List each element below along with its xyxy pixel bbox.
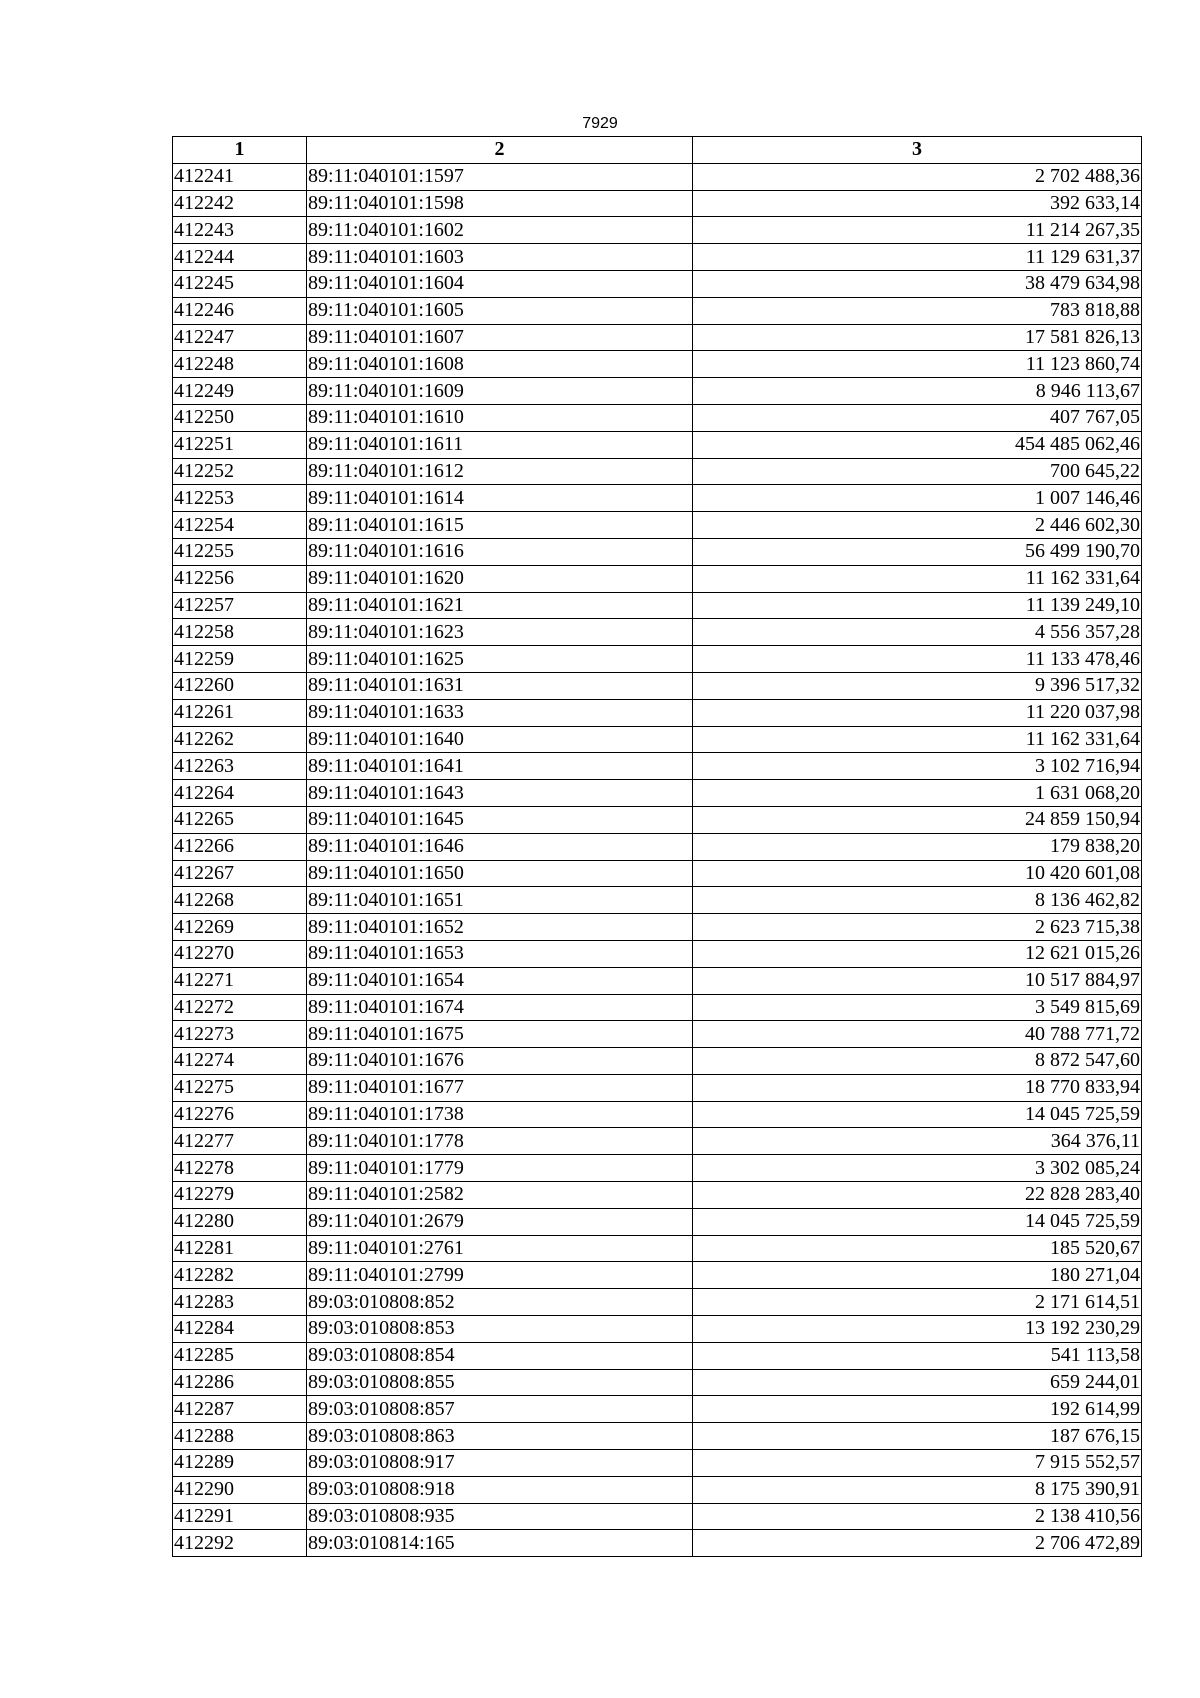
- row-number-cell: 412282: [173, 1262, 307, 1289]
- cadastral-number-cell: 89:11:040101:1597: [307, 163, 693, 190]
- page-number: 7929: [582, 115, 618, 132]
- cadastral-number-cell: 89:11:040101:1611: [307, 431, 693, 458]
- table-row: [173, 1342, 1142, 1369]
- table-row: [173, 1101, 1142, 1128]
- row-number-cell: 412245: [173, 270, 307, 297]
- table-row: [173, 1021, 1142, 1048]
- cadastral-number-cell: 89:11:040101:2799: [307, 1262, 693, 1289]
- row-number-cell: 412262: [173, 726, 307, 753]
- value-cell: 3 102 716,94: [693, 753, 1142, 780]
- table-row: [173, 726, 1142, 753]
- table-row: [173, 512, 1142, 539]
- table-row: [173, 914, 1142, 941]
- cadastral-number-cell: 89:03:010808:855: [307, 1369, 693, 1396]
- value-cell: 10 517 884,97: [693, 967, 1142, 994]
- cadastral-number-cell: 89:03:010814:165: [307, 1530, 693, 1557]
- row-number-cell: 412268: [173, 887, 307, 914]
- value-cell: 24 859 150,94: [693, 806, 1142, 833]
- cadastral-number-cell: 89:11:040101:1610: [307, 404, 693, 431]
- row-number-cell: 412254: [173, 512, 307, 539]
- cadastral-number-cell: 89:03:010808:917: [307, 1450, 693, 1477]
- value-cell: 2 138 410,56: [693, 1503, 1142, 1530]
- row-number-cell: 412257: [173, 592, 307, 619]
- value-cell: 56 499 190,70: [693, 538, 1142, 565]
- row-number-cell: 412260: [173, 672, 307, 699]
- cadastral-number-cell: 89:11:040101:2679: [307, 1208, 693, 1235]
- table-header: [173, 137, 1142, 164]
- row-number-cell: 412253: [173, 485, 307, 512]
- table-row: [173, 404, 1142, 431]
- table-row: [173, 806, 1142, 833]
- row-number-cell: 412243: [173, 217, 307, 244]
- table-row: [173, 1074, 1142, 1101]
- table-row: [173, 967, 1142, 994]
- value-cell: 659 244,01: [693, 1369, 1142, 1396]
- table-row: [173, 1155, 1142, 1182]
- row-number-cell: 412267: [173, 860, 307, 887]
- cadastral-number-cell: 89:11:040101:1607: [307, 324, 693, 351]
- cadastral-number-cell: 89:03:010808:853: [307, 1316, 693, 1343]
- cadastral-number-cell: 89:11:040101:1675: [307, 1021, 693, 1048]
- row-number-cell: 412275: [173, 1074, 307, 1101]
- column-header-2: 2: [307, 137, 693, 164]
- table-row: [173, 163, 1142, 190]
- table-row: [173, 1128, 1142, 1155]
- table-row: [173, 351, 1142, 378]
- row-number-cell: 412252: [173, 458, 307, 485]
- cadastral-number-cell: 89:11:040101:1653: [307, 940, 693, 967]
- value-cell: 11 133 478,46: [693, 646, 1142, 673]
- cadastral-number-cell: 89:11:040101:1646: [307, 833, 693, 860]
- value-cell: 11 162 331,64: [693, 565, 1142, 592]
- table-row: [173, 699, 1142, 726]
- table-row: [173, 324, 1142, 351]
- column-header-3: 3: [693, 137, 1142, 164]
- cadastral-number-cell: 89:03:010808:854: [307, 1342, 693, 1369]
- value-cell: 179 838,20: [693, 833, 1142, 860]
- cadastral-number-cell: 89:11:040101:1640: [307, 726, 693, 753]
- row-number-cell: 412280: [173, 1208, 307, 1235]
- cadastral-number-cell: 89:11:040101:1633: [307, 699, 693, 726]
- cadastral-number-cell: 89:11:040101:1604: [307, 270, 693, 297]
- cadastral-number-cell: 89:11:040101:1609: [307, 378, 693, 405]
- value-cell: 18 770 833,94: [693, 1074, 1142, 1101]
- value-cell: 11 220 037,98: [693, 699, 1142, 726]
- value-cell: 8 946 113,67: [693, 378, 1142, 405]
- cadastral-number-cell: 89:11:040101:1623: [307, 619, 693, 646]
- row-number-cell: 412285: [173, 1342, 307, 1369]
- cadastral-number-cell: 89:11:040101:1615: [307, 512, 693, 539]
- value-cell: 1 631 068,20: [693, 780, 1142, 807]
- row-number-cell: 412284: [173, 1316, 307, 1343]
- row-number-cell: 412270: [173, 940, 307, 967]
- row-number-cell: 412274: [173, 1048, 307, 1075]
- cadastral-number-cell: 89:11:040101:1651: [307, 887, 693, 914]
- row-number-cell: 412288: [173, 1423, 307, 1450]
- table-row: [173, 190, 1142, 217]
- row-number-cell: 412291: [173, 1503, 307, 1530]
- value-cell: 407 767,05: [693, 404, 1142, 431]
- cadastral-number-cell: 89:11:040101:1598: [307, 190, 693, 217]
- value-cell: 364 376,11: [693, 1128, 1142, 1155]
- cadastral-number-cell: 89:11:040101:1674: [307, 994, 693, 1021]
- row-number-cell: 412269: [173, 914, 307, 941]
- row-number-cell: 412258: [173, 619, 307, 646]
- cadastral-number-cell: 89:11:040101:1603: [307, 244, 693, 271]
- cadastral-number-cell: 89:11:040101:2582: [307, 1182, 693, 1209]
- table-row: [173, 1476, 1142, 1503]
- table-row: [173, 780, 1142, 807]
- table-row: [173, 1316, 1142, 1343]
- value-cell: 2 171 614,51: [693, 1289, 1142, 1316]
- value-cell: 2 706 472,89: [693, 1530, 1142, 1557]
- row-number-cell: 412259: [173, 646, 307, 673]
- value-cell: 8 175 390,91: [693, 1476, 1142, 1503]
- value-cell: 185 520,67: [693, 1235, 1142, 1262]
- value-cell: 3 549 815,69: [693, 994, 1142, 1021]
- value-cell: 783 818,88: [693, 297, 1142, 324]
- value-cell: 11 162 331,64: [693, 726, 1142, 753]
- table-row: [173, 297, 1142, 324]
- table-body: [173, 163, 1142, 1556]
- cadastral-number-cell: 89:11:040101:1631: [307, 672, 693, 699]
- table-row: [173, 458, 1142, 485]
- value-cell: 2 446 602,30: [693, 512, 1142, 539]
- value-cell: 13 192 230,29: [693, 1316, 1142, 1343]
- value-cell: 8 872 547,60: [693, 1048, 1142, 1075]
- table-row: [173, 1450, 1142, 1477]
- value-cell: 700 645,22: [693, 458, 1142, 485]
- table-row: [173, 244, 1142, 271]
- value-cell: 180 271,04: [693, 1262, 1142, 1289]
- table-row: [173, 378, 1142, 405]
- cadastral-number-cell: 89:03:010808:857: [307, 1396, 693, 1423]
- row-number-cell: 412250: [173, 404, 307, 431]
- value-cell: 14 045 725,59: [693, 1208, 1142, 1235]
- row-number-cell: 412247: [173, 324, 307, 351]
- table-row: [173, 1235, 1142, 1262]
- value-cell: 187 676,15: [693, 1423, 1142, 1450]
- value-cell: 541 113,58: [693, 1342, 1142, 1369]
- value-cell: 2 623 715,38: [693, 914, 1142, 941]
- row-number-cell: 412272: [173, 994, 307, 1021]
- value-cell: 454 485 062,46: [693, 431, 1142, 458]
- cadastral-number-cell: 89:11:040101:1605: [307, 297, 693, 324]
- row-number-cell: 412292: [173, 1530, 307, 1557]
- table-row: [173, 1208, 1142, 1235]
- row-number-cell: 412255: [173, 538, 307, 565]
- cadastral-number-cell: 89:03:010808:863: [307, 1423, 693, 1450]
- table-row: [173, 538, 1142, 565]
- table-row: [173, 1182, 1142, 1209]
- table-row: [173, 217, 1142, 244]
- row-number-cell: 412286: [173, 1369, 307, 1396]
- cadastral-number-cell: 89:11:040101:2761: [307, 1235, 693, 1262]
- table-row: [173, 940, 1142, 967]
- cadastral-number-cell: 89:11:040101:1643: [307, 780, 693, 807]
- table-row: [173, 753, 1142, 780]
- cadastral-number-cell: 89:11:040101:1625: [307, 646, 693, 673]
- table-row: [173, 994, 1142, 1021]
- value-cell: 11 139 249,10: [693, 592, 1142, 619]
- cadastral-number-cell: 89:11:040101:1677: [307, 1074, 693, 1101]
- value-cell: 17 581 826,13: [693, 324, 1142, 351]
- table-row: [173, 1396, 1142, 1423]
- row-number-cell: 412256: [173, 565, 307, 592]
- value-cell: 7 915 552,57: [693, 1450, 1142, 1477]
- value-cell: 192 614,99: [693, 1396, 1142, 1423]
- cadastral-number-cell: 89:11:040101:1738: [307, 1101, 693, 1128]
- value-cell: 10 420 601,08: [693, 860, 1142, 887]
- table-row: [173, 1503, 1142, 1530]
- table-row: [173, 833, 1142, 860]
- row-number-cell: 412279: [173, 1182, 307, 1209]
- value-cell: 3 302 085,24: [693, 1155, 1142, 1182]
- value-cell: 392 633,14: [693, 190, 1142, 217]
- table-row: [173, 565, 1142, 592]
- cadastral-number-cell: 89:03:010808:918: [307, 1476, 693, 1503]
- value-cell: 11 123 860,74: [693, 351, 1142, 378]
- table-row: [173, 1262, 1142, 1289]
- value-cell: 40 788 771,72: [693, 1021, 1142, 1048]
- cadastral-number-cell: 89:11:040101:1779: [307, 1155, 693, 1182]
- table-row: [173, 619, 1142, 646]
- table-row: [173, 1423, 1142, 1450]
- table-row: [173, 485, 1142, 512]
- value-cell: 11 214 267,35: [693, 217, 1142, 244]
- value-cell: 22 828 283,40: [693, 1182, 1142, 1209]
- table-row: [173, 860, 1142, 887]
- table-row: [173, 887, 1142, 914]
- row-number-cell: 412289: [173, 1450, 307, 1477]
- row-number-cell: 412249: [173, 378, 307, 405]
- value-cell: 8 136 462,82: [693, 887, 1142, 914]
- cadastral-number-cell: 89:11:040101:1612: [307, 458, 693, 485]
- header-row: [173, 137, 1142, 164]
- table-row: [173, 1048, 1142, 1075]
- cadastral-number-cell: 89:11:040101:1602: [307, 217, 693, 244]
- row-number-cell: 412277: [173, 1128, 307, 1155]
- row-number-cell: 412273: [173, 1021, 307, 1048]
- row-number-cell: 412242: [173, 190, 307, 217]
- row-number-cell: 412266: [173, 833, 307, 860]
- cadastral-number-cell: 89:11:040101:1645: [307, 806, 693, 833]
- cadastral-number-cell: 89:11:040101:1778: [307, 1128, 693, 1155]
- value-cell: 2 702 488,36: [693, 163, 1142, 190]
- cadastral-number-cell: 89:11:040101:1654: [307, 967, 693, 994]
- cadastral-number-cell: 89:11:040101:1650: [307, 860, 693, 887]
- cadastral-number-cell: 89:11:040101:1676: [307, 1048, 693, 1075]
- row-number-cell: 412278: [173, 1155, 307, 1182]
- value-cell: 38 479 634,98: [693, 270, 1142, 297]
- row-number-cell: 412248: [173, 351, 307, 378]
- value-cell: 1 007 146,46: [693, 485, 1142, 512]
- row-number-cell: 412241: [173, 163, 307, 190]
- row-number-cell: 412261: [173, 699, 307, 726]
- row-number-cell: 412246: [173, 297, 307, 324]
- cadastral-number-cell: 89:11:040101:1641: [307, 753, 693, 780]
- row-number-cell: 412276: [173, 1101, 307, 1128]
- value-cell: 14 045 725,59: [693, 1101, 1142, 1128]
- table-row: [173, 672, 1142, 699]
- value-cell: 12 621 015,26: [693, 940, 1142, 967]
- cadastral-number-cell: 89:11:040101:1652: [307, 914, 693, 941]
- cadastral-number-cell: 89:03:010808:935: [307, 1503, 693, 1530]
- table-row: [173, 431, 1142, 458]
- row-number-cell: 412290: [173, 1476, 307, 1503]
- row-number-cell: 412251: [173, 431, 307, 458]
- cadastral-number-cell: 89:03:010808:852: [307, 1289, 693, 1316]
- value-cell: 4 556 357,28: [693, 619, 1142, 646]
- row-number-cell: 412283: [173, 1289, 307, 1316]
- row-number-cell: 412287: [173, 1396, 307, 1423]
- value-cell: 11 129 631,37: [693, 244, 1142, 271]
- cadastral-number-cell: 89:11:040101:1620: [307, 565, 693, 592]
- table-row: [173, 592, 1142, 619]
- registry-table: [172, 136, 1142, 1557]
- value-cell: 9 396 517,32: [693, 672, 1142, 699]
- cadastral-number-cell: 89:11:040101:1614: [307, 485, 693, 512]
- cadastral-number-cell: 89:11:040101:1621: [307, 592, 693, 619]
- row-number-cell: 412265: [173, 806, 307, 833]
- cadastral-number-cell: 89:11:040101:1616: [307, 538, 693, 565]
- row-number-cell: 412281: [173, 1235, 307, 1262]
- table-row: [173, 1530, 1142, 1557]
- row-number-cell: 412271: [173, 967, 307, 994]
- table-row: [173, 1289, 1142, 1316]
- row-number-cell: 412244: [173, 244, 307, 271]
- table-row: [173, 1369, 1142, 1396]
- row-number-cell: 412264: [173, 780, 307, 807]
- column-header-1: 1: [173, 137, 307, 164]
- table-row: [173, 646, 1142, 673]
- table-row: [173, 270, 1142, 297]
- cadastral-number-cell: 89:11:040101:1608: [307, 351, 693, 378]
- row-number-cell: 412263: [173, 753, 307, 780]
